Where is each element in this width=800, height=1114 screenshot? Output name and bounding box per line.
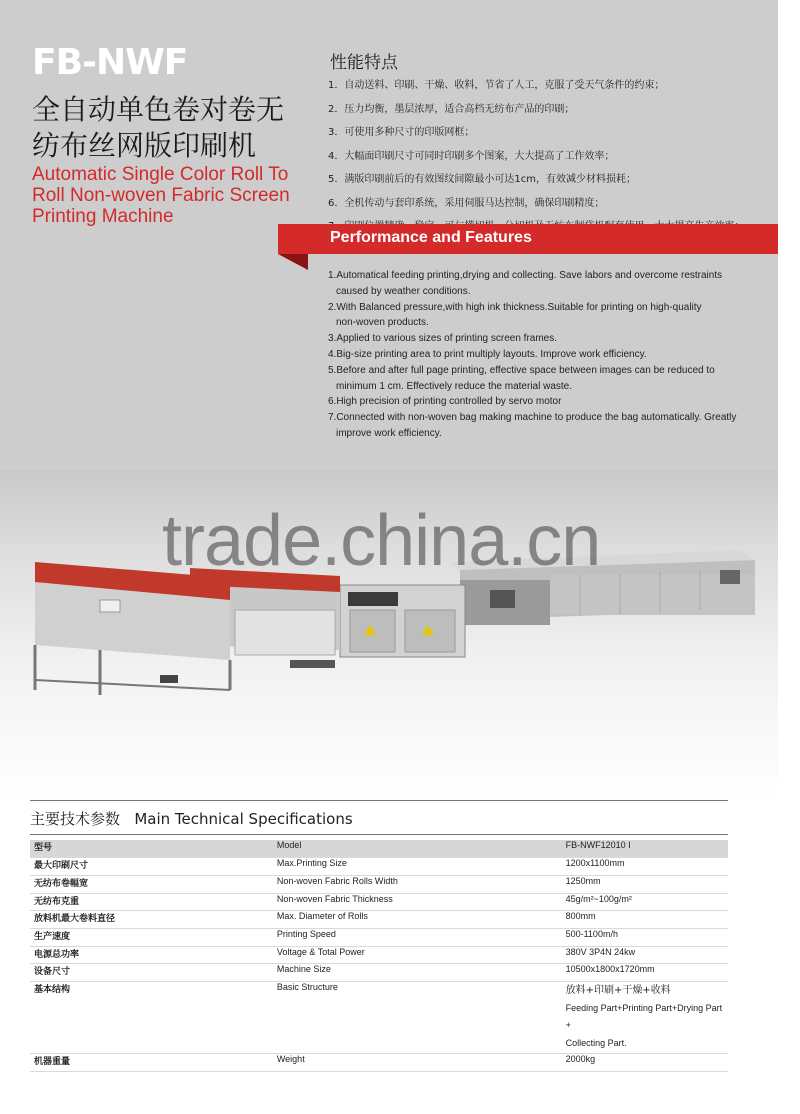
specs-table: [30, 840, 728, 1072]
spec-value-structure: [562, 982, 728, 1054]
feature-en-line: minimum 1 cm. Effectively reduce the material waste.: [336, 380, 573, 392]
spec-cn-label: 生产速度: [34, 931, 71, 942]
structure-value-cn: 放料+印刷+干燥+收料: [565, 985, 671, 996]
spec-en-label: Printing Speed: [276, 928, 336, 939]
table-row: [30, 875, 728, 893]
product-title-en: Automatic Single Color Roll To Roll Non-woven Fabric Screen Printing Machine: [32, 164, 290, 227]
feature-cn-item: 1．自动送料、印刷、干燥、收料，节省了人工，克服了受天气条件的约束；: [328, 80, 665, 91]
spec-value: 800mm: [565, 911, 596, 922]
spec-cn-label: 电源总功率: [34, 949, 80, 960]
features-list-cn: [328, 74, 744, 239]
spec-value: 10500x1800x1720mm: [565, 964, 655, 975]
spec-value: 2000kg: [565, 1053, 596, 1064]
feature-cn-item: 5．满版印刷前后的有效图纹间隙最小可达1cm，有效减少材料损耗；: [328, 174, 636, 185]
banner-fold-decoration: [278, 254, 308, 270]
spec-cn-label: 无纺布卷幅宽: [34, 878, 89, 889]
spec-value: 380V 3P4N 24kw: [565, 946, 636, 957]
feature-en-line: caused by weather conditions.: [336, 285, 471, 297]
spec-cn-label: 基本结构: [34, 985, 71, 995]
table-row: [30, 928, 728, 946]
structure-value-en-line2: Collecting Part.: [565, 1038, 627, 1049]
feature-en-line: 7.Connected with non-woven bag making machine to produce the bag automatically. Greatly: [328, 412, 737, 424]
spec-en-label: Non-woven Fabric Thickness: [276, 893, 393, 904]
product-title-cn: 全自动单色卷对卷无纺布丝网版印刷机: [32, 93, 285, 162]
table-row: [30, 1053, 728, 1071]
spec-en-label: Voltage & Total Power: [276, 946, 365, 957]
feature-cn-item: 6．全机传动与套印系统，采用伺服马达控制，确保印刷精度；: [328, 197, 605, 209]
spec-en-label: Max.Printing Size: [276, 858, 347, 869]
specs-bottom-rule: [30, 834, 728, 835]
spec-value: 1250mm: [565, 875, 601, 886]
feature-en-line: 3.Applied to various sizes of printing screen frames.: [328, 333, 557, 345]
feature-en-line: non-woven products.: [336, 317, 429, 329]
spec-cn-label: 机器重量: [34, 1056, 71, 1067]
table-row: [30, 964, 728, 982]
specs-heading: [30, 808, 353, 829]
spec-value: FB-NWF12010 I: [565, 840, 631, 850]
specs-top-rule: [30, 800, 728, 801]
control-cabinet: [340, 585, 465, 657]
feature-en-line: 2.With Balanced pressure,with high ink thickness.Suitable for printing on high-quality: [328, 301, 702, 313]
spec-cn-label: 最大印刷尺寸: [34, 861, 89, 872]
spec-en-label: Weight: [276, 1053, 305, 1064]
spec-en-label: Non-woven Fabric Rolls Width: [276, 875, 398, 886]
table-row: [30, 840, 728, 858]
table-row: [30, 946, 728, 964]
features-heading-en: Performance and Features: [330, 229, 532, 246]
spec-cn-label: 设备尺寸: [34, 967, 71, 978]
right-margin-strip: [778, 0, 800, 1114]
spec-en-label: Basic Structure: [276, 982, 338, 992]
spec-cn-label: 型号: [34, 843, 53, 853]
feature-en-line: 5.Before and after full page printing, effective space between images can be reduced to: [328, 364, 715, 376]
table-row: [30, 858, 728, 876]
spec-en-label: Model: [276, 840, 302, 850]
table-row: [30, 893, 728, 911]
specs-heading-en: Main Technical Specifications: [134, 810, 353, 828]
spec-value: 45g/m²~100g/m²: [565, 893, 632, 904]
specs-heading-cn: 主要技术参数: [30, 810, 121, 828]
feature-en-line: 6.High precision of printing controlled by servo motor: [328, 396, 562, 408]
table-row: [30, 982, 728, 1054]
structure-value-en-line1: Feeding Part+Printing Part+Drying Part +: [565, 1002, 723, 1031]
features-heading-cn: 性能特点: [330, 53, 398, 73]
spec-en-label: Machine Size: [276, 964, 331, 975]
spec-value: 1200x1100mm: [565, 858, 625, 869]
spec-cn-label: 放料机最大卷料直径: [34, 914, 116, 925]
feature-en-line: improve work efficiency.: [336, 427, 442, 439]
feature-en-line: 4.Big-size printing area to print multiply layouts. Improve work efficiency.: [328, 348, 647, 360]
spec-value: 500-1100m/h: [565, 928, 618, 939]
feature-en-line: 1.Automatical feeding printing,drying and collecting. Save labors and overcome restraints: [328, 270, 723, 281]
features-list-en: [328, 268, 768, 442]
watermark: trade.china.cn: [162, 501, 601, 581]
feature-cn-item: 2．压力均衡，墨层浓厚，适合高档无纺布产品的印刷；: [328, 103, 575, 115]
model-code: FB-NWF: [32, 42, 188, 83]
spec-cn-label: 无纺布克重: [34, 896, 80, 907]
table-row: [30, 911, 728, 929]
feature-cn-item: 3．可使用多种尺寸的印版网框；: [328, 127, 475, 138]
spec-en-label: Max. Diameter of Rolls: [276, 911, 368, 922]
feature-cn-item: 4．大幅面印刷尺寸可同时印刷多个图案，大大提高了工作效率；: [328, 150, 615, 162]
